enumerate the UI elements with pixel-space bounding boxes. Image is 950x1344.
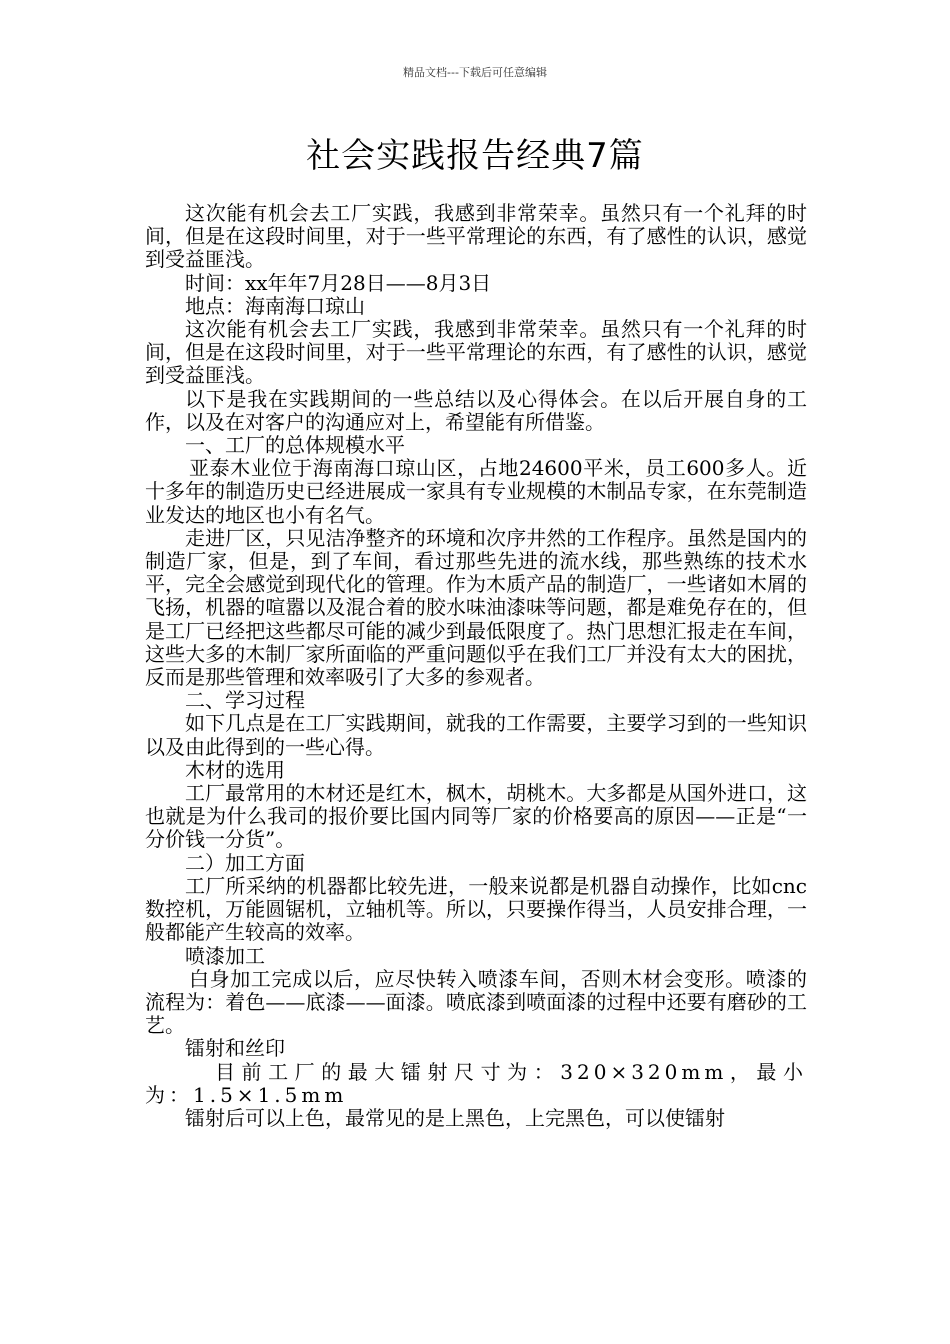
paragraph: 亚泰木业位于海南海口琼山区，占地24600平米，员工600多人。近十多年的制造历史已经进展成一家具有专业规模的木制品专家，在东莞制造业发达的地区也小有名气。 (145, 456, 807, 527)
document-body (145, 202, 807, 1130)
paragraph: 目前工厂的最大镭射尺寸为：320×320mm，最小为：1.5×1.5mm (145, 1059, 807, 1107)
subsection-heading: 喷漆加工 (185, 943, 265, 968)
section-heading: 一、工厂的总体规模水平 (185, 433, 405, 458)
paragraph: 镭射后可以上色，最常见的是上黑色，上完黑色，可以使镭射 (185, 1105, 725, 1130)
document-header-note: 精品文档---下载后可任意编辑 (403, 66, 547, 79)
paragraph: 白身加工完成以后，应尽快转入喷漆车间，否则木材会变形。喷漆的流程为：着色——底漆——面漆。喷底漆到喷面漆的过程中还要有磨砂的工艺。 (145, 966, 807, 1038)
paragraph: 以下是我在实践期间的一些总结以及心得体会。在以后开展自身的工作，以及在对客户的沟通应对上，希望能有所借鉴。 (145, 386, 807, 434)
document-title: 社会实践报告经典7篇 (306, 136, 644, 176)
paragraph: 如下几点是在工厂实践期间，就我的工作需要，主要学习到的一些知识以及由此得到的一些心得。 (145, 711, 807, 759)
subsection-heading: 二）加工方面 (185, 850, 305, 875)
paragraph: 这次能有机会去工厂实践，我感到非常荣幸。虽然只有一个礼拜的时间，但是在这段时间里，对于一些平常理论的东西，有了感性的认识，感觉到受益匪浅。 (145, 317, 807, 388)
subsection-heading: 木材的选用 (185, 757, 285, 782)
paragraph: 时间：xx年年7月28日——8月3日 (185, 270, 492, 295)
paragraph: 地点：海南海口琼山 (185, 293, 365, 318)
paragraph: 这次能有机会去工厂实践，我感到非常荣幸。虽然只有一个礼拜的时间，但是在这段时间里，对于一些平常理论的东西，有了感性的认识，感觉到受益匪浅。 (145, 201, 807, 272)
paragraph: 走进厂区，只见洁净整齐的环境和次序井然的工作程序。虽然是国内的制造厂家，但是，到了车间，看过那些先进的流水线，那些熟练的技术水平，完全会感觉到现代化的管理。作为木质产品的制造厂，一些诸如木屑的飞扬，机器的喧嚣以及混合着的胶水味油漆味等问题，都是难免存在的，但是工厂已经把这些都尽可能的减少到最低限度了。热门思想汇报走在车间，这些大多的木制厂家所面临的严重问题似乎在我们工厂并没有太大的困扰，反而是那些管理和效率吸引了大多的参观者。 (145, 525, 807, 690)
section-heading: 二、学习过程 (185, 688, 305, 713)
paragraph: 工厂所采纳的机器都比较先进，一般来说都是机器自动操作，比如cnc数控机，万能圆锯机，立轴机等。所以，只要操作得当，人员安排合理，一般都能产生较高的效率。 (145, 873, 807, 945)
paragraph: 工厂最常用的木材还是红木，枫木，胡桃木。大多都是从国外进口，这也就是为什么我司的报价要比国内同等厂家的价格要高的原因——正是“一分价钱一分货”。 (145, 781, 807, 852)
subsection-heading: 镭射和丝印 (185, 1036, 285, 1061)
